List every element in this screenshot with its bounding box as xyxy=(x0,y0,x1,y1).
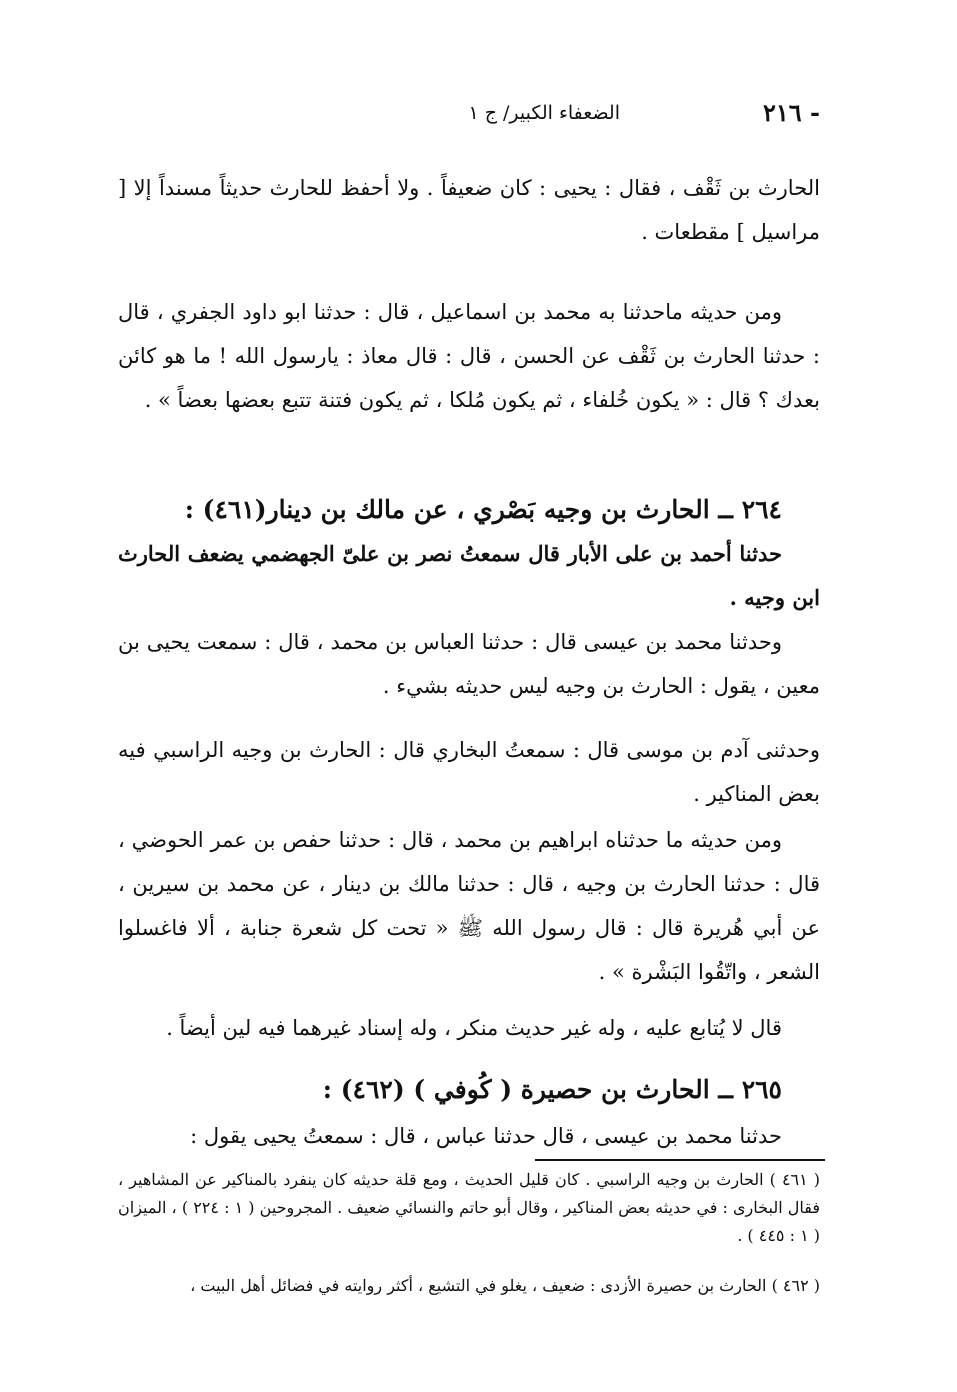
paragraph-abar-narration: حدثنا أحمد بن على الأبار قال سمعتُ نصر بن علىّ الجهضمي يضعف الحارث ابن وجيه . xyxy=(118,541,820,610)
footnote-divider xyxy=(535,1159,825,1161)
paragraph-abbas-narration: حدثنا محمد بن عيسى ، قال حدثنا عباس ، قال : سمعتُ يحيى يقول : xyxy=(190,1124,782,1148)
running-title: الضعفاء الكبير/ ج ١ xyxy=(468,102,620,124)
paragraph-hadith-janaba: ومن حديثه ما حدثناه ابراهيم بن محمد ، قال : حدثنا حفص بن عمر الحوضي ، قال : حدثنا الحارث بن وجيه ، قال : حدثنا مالك بن دينار ، عن محمد بن سيرين ، عن أبي هُريرة قال : قال رسول الله ﷺ « تحت كل شعرة جنابة ، ألا فاغسلوا الشعر ، واتّقُوا البَشْرة » . xyxy=(118,828,820,984)
entry-heading-265: ٢٦٥ ــ الحارث بن حصيرة ( كُوفي ) (٤٦٢) : xyxy=(322,1075,782,1104)
entry-heading-264: ٢٦٤ ــ الحارث بن وجيه بَصْري ، عن مالك بن دينار(٤٦١) : xyxy=(184,495,782,524)
footnote-461: ( ٤٦١ ) الحارث بن وجيه الراسبي . كان قليل الحديث ، ومع قلة حديثه كان ينفرد بالمناكير عن المشاهير ، فقال البخارى : في حديثه بعض المناكير ، وقال أبو حاتم والنسائي ضعيف . المجروحين ( ١ : ٢٢٤ ) ، الميزان ( ١ : ٤٤٥ ) . xyxy=(118,1170,821,1245)
page-number: - ٢١٦ xyxy=(763,98,820,127)
footnote-462: ( ٤٦٢ ) الحارث بن حصيرة الأزدى : ضعيف ، يغلو في التشيع ، أكثر روايته في فضائل أهل البيت ، xyxy=(190,1276,820,1295)
paragraph-ibn-maeen: وحدثنا محمد بن عيسى قال : حدثنا العباس بن محمد ، قال : سمعت يحيى بن معين ، يقول : الحارث بن وجيه ليس حديثه بشيء . xyxy=(118,630,820,698)
paragraph-continuation: الحارث بن ثَقْف ، فقال : يحيى : كان ضعيفاً . ولا أحفظ للحارث حديثاً مسنداً إلا [ مراسيل ] مقطعات . xyxy=(118,176,820,244)
paragraph-hadith-muadh: ومن حديثه ماحدثنا به محمد بن اسماعيل ، قال : حدثنا ابو داود الجفري ، قال : حدثنا الحارث بن ثَقْف عن الحسن ، قال : قال معاذ : يارسول الله ! ما هو كائن بعدك ؟ قال : « يكون خُلفاء ، ثم يكون مُلكا ، ثم يكون فتنة تتبع بعضها بعضاً » . xyxy=(118,300,820,412)
page-header xyxy=(120,98,820,134)
paragraph-assessment: قال لا يُتابع عليه ، وله غير حديث منكر ، وله إسناد غيرهما فيه لين أيضاً . xyxy=(166,1016,782,1040)
paragraph-bukhari: وحدثنى آدم بن موسى قال : سمعتُ البخاري قال : الحارث بن وجيه الراسبي فيه بعض المناكير . xyxy=(118,738,820,806)
